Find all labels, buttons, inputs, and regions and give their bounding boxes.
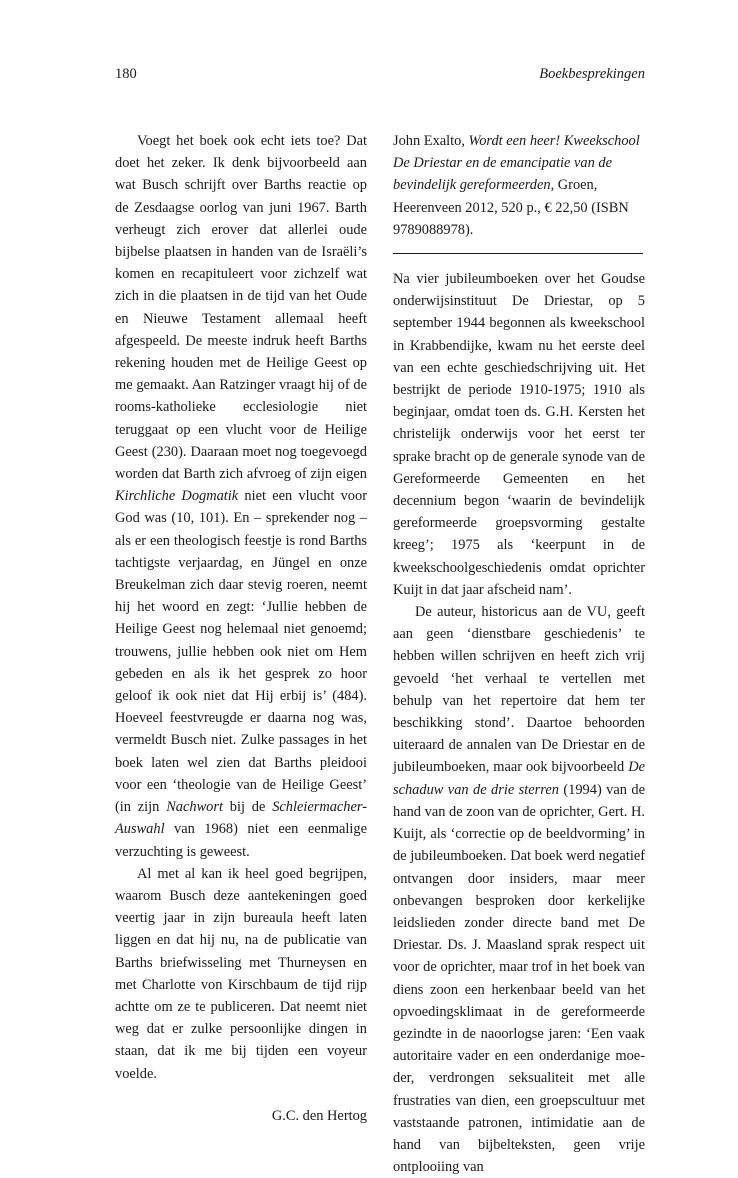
book-reference: John Exalto, Wordt een heer! Kweekschool De Driestar en de emancipatie van de bevindelijk gereformeerden, Groen, Heerenveen 2012, 520 p., € 22,50 (ISBN 9789088978). (393, 133, 640, 238)
right-paragraph-1: Na vier jubileumboeken over het Goudse onderwijsinstituut De Driestar, op 5 september 1944 begonnen als kweekschool in Krabbendijke, kwam nu het eerste deel van een echte geschiedschrijving uit. Het bestrijkt de periode 1910-1975; 1910 als beginjaar, omdat toen ds. G.H. Kersten het christelijk onderwijs voor het eerst ter sprake bracht op de generale synode van de Gereformeerde Gemeenten en het decennium begon ‘waarin de bevindelijk gereformeerde groepsvorming gestalte kreeg’; 1975 als ‘keerpunt in de kweekschoolgeschiedenis omdat oprichter Kuijt in dat jaar afscheid nam’. (393, 271, 645, 598)
right-column (393, 130, 645, 1178)
left-column (115, 130, 367, 1127)
page-number: 180 (115, 66, 137, 82)
running-header: Boekbesprekingen (539, 66, 645, 82)
reviewer-signature: G.C. den Hertog (271, 1107, 367, 1124)
left-paragraph-2: Al met al kan ik heel goed begrijpen, waarom Busch deze aantekeningen goed veertig jaar in zijn bureaula heeft laten liggen en dat hij nu, na de publicatie van Barths briefwisseling met Thurneysen en met Charlotte von Kirschbaum de tijd rijp achtte om ze te publiceren. Dat neemt niet weg dat er zulke persoonlijke dingen in staan, dat ik me bij tijden een voyeur voelde. (115, 865, 367, 1082)
left-paragraph-1: Voegt het boek ook echt iets toe? Dat doet het zeker. Ik denk bijvoorbeeld aan wat Busch schrijft over Barths reactie op de Zesdaagse oorlog van juni 1967. Barth verheugt zich erover dat allerlei oude bijbelse plaatsen in handen van de Israëli’s komen en recapituleert voor zichzelf wat zich in die plaatsen in de tijd van het Oude en Nieuwe Testament allemaal heeft afgespeeld. De meeste indruk heeft Barths rekening houden met de Heilige Geest op me gemaakt. Aan Ratzinger vraagt hij of de rooms-katholieke ecclesiologie niet teruggaat op een vlucht voor de Heilige Geest (230). Daaraan moet nog toegevoegd worden dat Barth zich afvroeg of zijn eigen Kirchliche Dogmatik niet een vlucht voor God was (10, 101). En – sprekender nog – als er een theologisch feestje is rond Barths tachtigste verjaardag, en Jüngel en onze Breukelman zich daar stevig roeren, neemt hij het woord en zegt: ‘Jullie hebben de Heilige Geest nog helemaal niet genoemd; trouwens, jullie hebben ook niet om Hem gebeden en als ik het gesprek zo hoor geloof ik ook niet dat Hij erbij is’ (484). Hoeveel feestvreugde er daarna nog was, vermeldt Busch niet. Zulke passages in het boek laten wel zien dat Barths pleidooi voor een ‘theologie van de Heilige Geest’ (in zijn Nachwort bij de Schleiermacher-Auswahl van 1968) niet een eenmalige verzuchting is geweest. (115, 133, 367, 860)
divider (393, 253, 643, 254)
right-paragraph-2: De auteur, historicus aan de VU, geeft aan geen ‘dienstbare geschiedenis’ te hebben willen schrijven en heeft zich vrij gevoeld ‘het verhaal te vertellen met behulp van het repertoire dat hem ter beschikking stond’. Daartoe behoorden uiteraard de annalen van De Driestar en de jubileumboeken, maar ook bijvoorbeeld De schaduw van de drie sterren (1994) van de hand van de zoon van de oprichter, Gert. H. Kuijt, als ‘correctie op de beeldvorming’ in de jubileumboeken. Dat boek werd negatief ontvangen door insiders, maar meer onbevangen besproken door kerkelijke leidslieden zonder directe band met De Driestar. Ds. J. Maasland sprak respect uit voor de oprichter, maar trof in het boek van diens zoon een herkenbaar beeld van het opvoedingsklimaat in de gereformeerde gezindte in de naoorlogse jaren: ‘Een vaak autoritaire vader en een onderdanige moeder, verdrongen seksualiteit met alle frustraties van dien, een groepscultuur met vaststaande patronen, intimidatie aan de hand van bijbelteksten, geen vrije ontplooiing van (393, 604, 645, 1176)
